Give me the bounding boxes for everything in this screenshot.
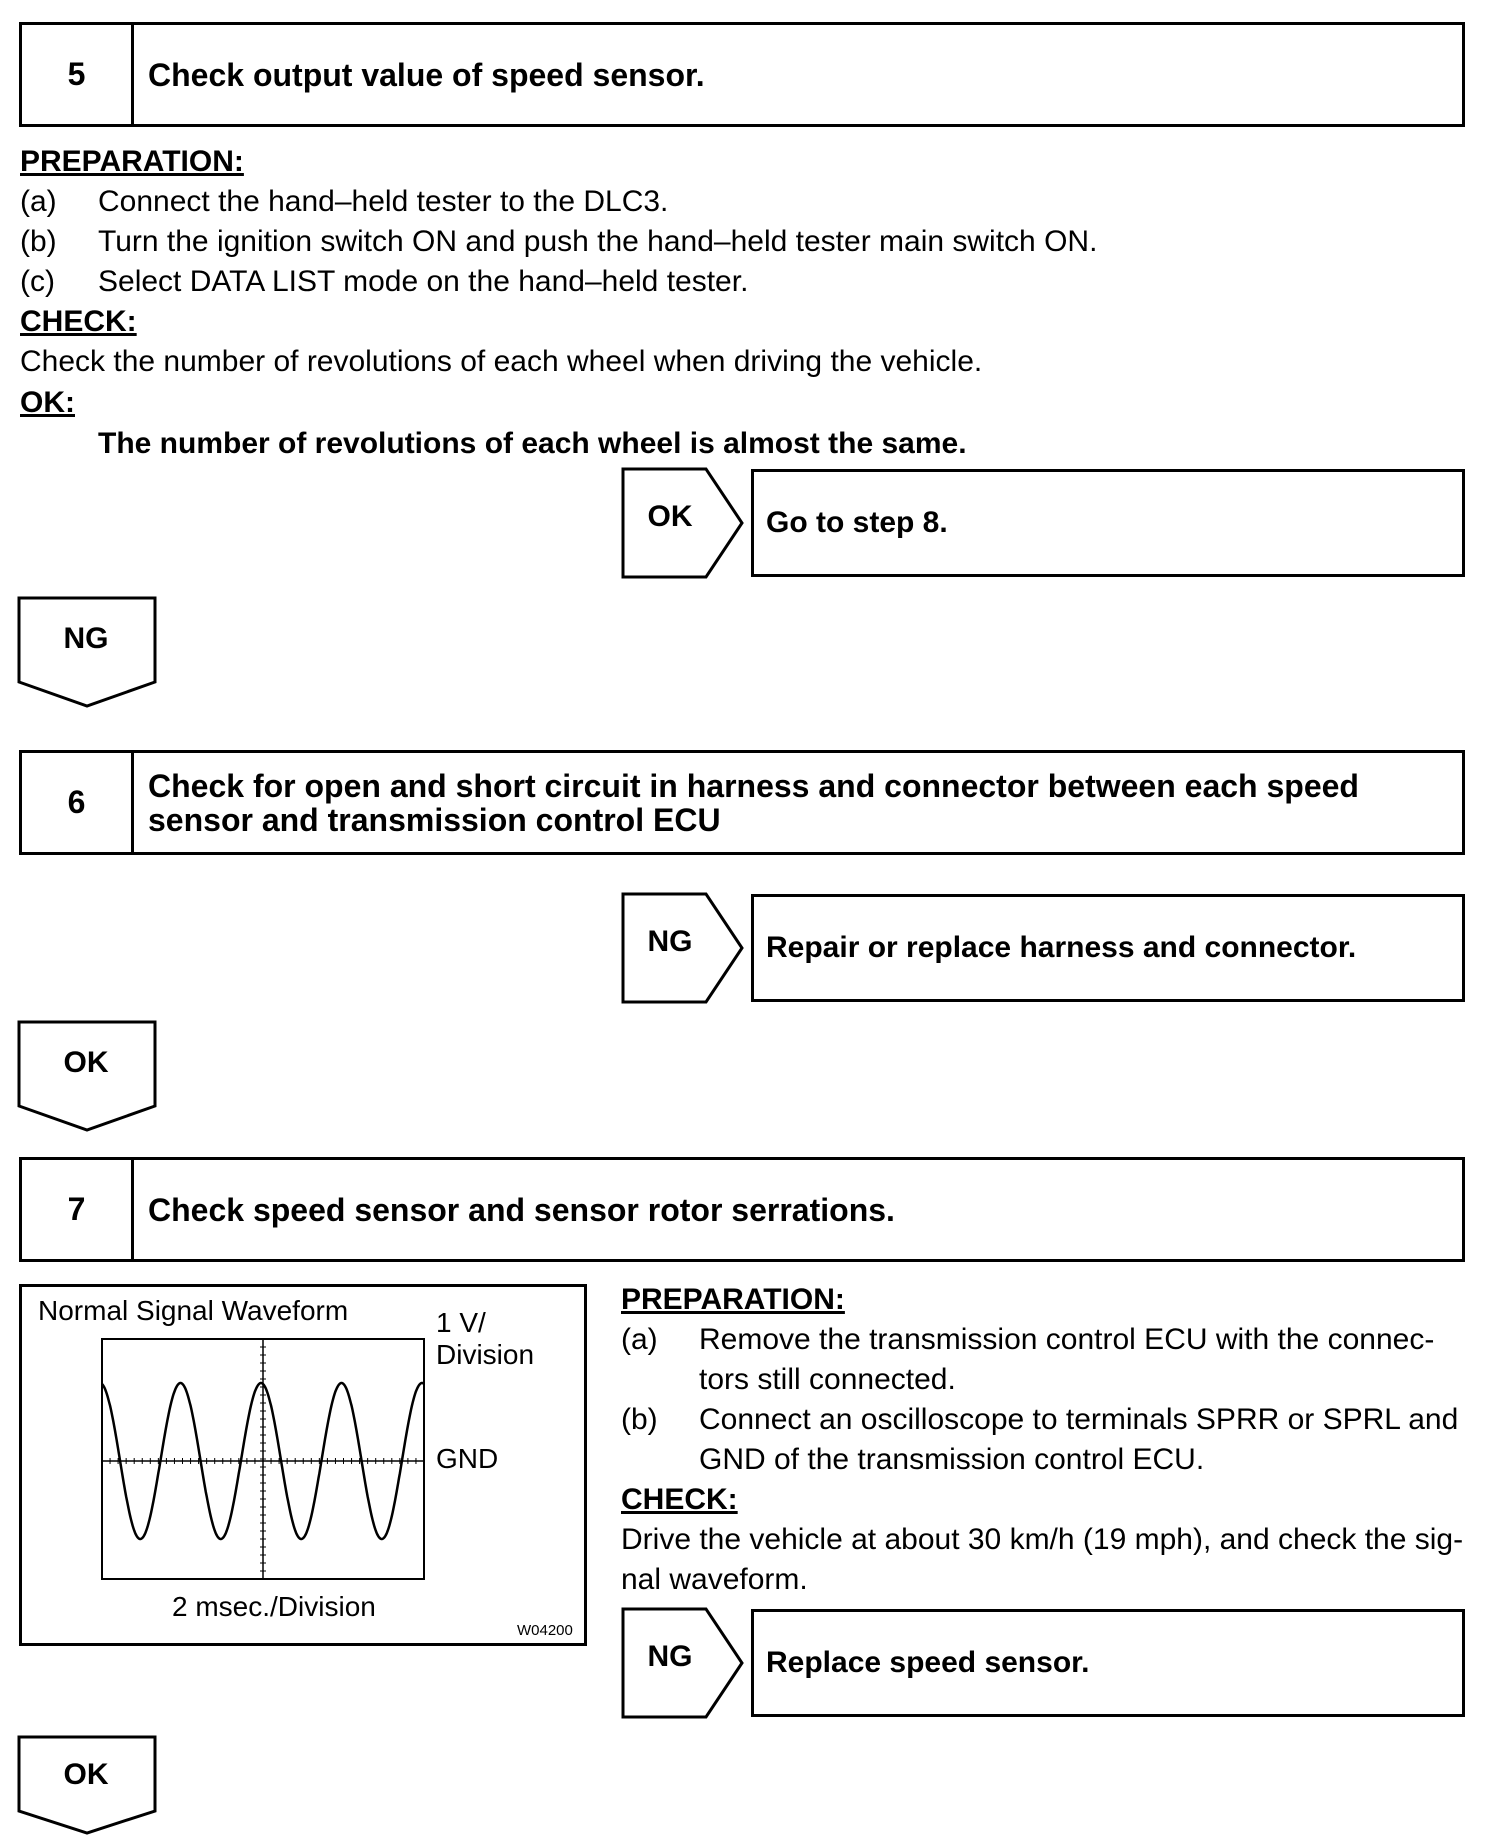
step-7-header xyxy=(19,1157,1465,1262)
step-title: Check output value of speed sensor. xyxy=(148,56,705,93)
prep-item: Connect an oscilloscope to terminals SPRR or SPRL and xyxy=(699,1403,1459,1436)
step-number: 5 xyxy=(22,25,134,124)
branch-label: NG xyxy=(647,925,693,958)
check-text: Drive the vehicle at about 30 km/h (19 mph), and check the sig- xyxy=(621,1523,1464,1556)
step-number: 6 xyxy=(22,753,134,852)
branch-result-box xyxy=(751,469,1465,577)
prep-marker: (a) xyxy=(621,1323,658,1356)
step-title: Check speed sensor and sensor rotor serrations. xyxy=(148,1191,895,1228)
prep-marker: (c) xyxy=(20,265,55,298)
preparation-heading: PREPARATION: xyxy=(621,1283,845,1316)
prep-item: GND of the transmission control ECU. xyxy=(699,1443,1205,1476)
step-number: 7 xyxy=(22,1160,134,1259)
prep-item: Select DATA LIST mode on the hand–held tester. xyxy=(98,265,749,298)
step-5-header xyxy=(19,22,1465,127)
check-heading: CHECK: xyxy=(621,1483,738,1516)
down-label: NG xyxy=(63,622,109,655)
branch-result-box xyxy=(751,1609,1465,1717)
waveform-figure xyxy=(19,1284,587,1646)
branch-result-text: Go to step 8. xyxy=(766,506,948,539)
down-label: OK xyxy=(63,1046,109,1079)
prep-item: Remove the transmission control ECU with the connec- xyxy=(699,1323,1435,1356)
branch-result-box xyxy=(751,894,1465,1002)
figure-code: W04200 xyxy=(517,1622,573,1639)
gnd-label: GND xyxy=(436,1443,499,1474)
down-label: OK xyxy=(63,1758,109,1791)
step-title-line: sensor and transmission control ECU xyxy=(148,801,721,838)
check-text: Check the number of revolutions of each wheel when driving the vehicle. xyxy=(20,345,983,378)
y-scale-label: 1 V/ xyxy=(436,1307,486,1338)
branch-label: NG xyxy=(647,1640,693,1673)
prep-item: Turn the ignition switch ON and push the hand–held tester main switch ON. xyxy=(98,225,1098,258)
branch-result-text: Replace speed sensor. xyxy=(766,1646,1090,1679)
y-scale-label: Division xyxy=(436,1339,535,1370)
prep-item: Connect the hand–held tester to the DLC3. xyxy=(98,185,669,218)
prep-item: tors still connected. xyxy=(699,1363,956,1396)
step-title-line: Check for open and short circuit in harness and connector between each speed xyxy=(148,767,1359,804)
oscilloscope-plot xyxy=(100,1337,430,1585)
branch-result-text: Repair or replace harness and connector. xyxy=(766,931,1357,964)
check-heading: CHECK: xyxy=(20,305,137,338)
prep-marker: (b) xyxy=(20,225,57,258)
x-scale-label: 2 msec./Division xyxy=(172,1591,376,1622)
step-6-header xyxy=(19,750,1465,855)
step-title xyxy=(148,753,1442,852)
prep-marker: (b) xyxy=(621,1403,658,1436)
branch-label: OK xyxy=(647,500,693,533)
ok-heading: OK: xyxy=(20,386,75,419)
ok-criteria: The number of revolutions of each wheel is almost the same. xyxy=(98,427,967,460)
figure-title: Normal Signal Waveform xyxy=(38,1295,349,1326)
preparation-heading: PREPARATION: xyxy=(20,145,244,178)
prep-marker: (a) xyxy=(20,185,57,218)
check-text: nal waveform. xyxy=(621,1563,808,1596)
